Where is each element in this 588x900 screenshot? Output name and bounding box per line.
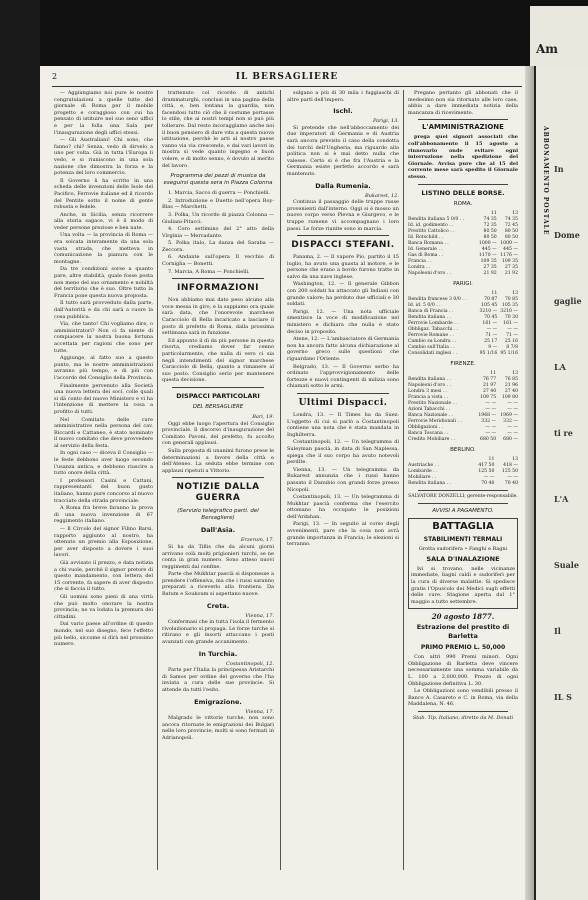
column-divider xyxy=(403,90,404,870)
estrazione-title: Estrazione del prestito di Barletta xyxy=(416,623,510,641)
fragment-text: In xyxy=(554,164,564,174)
table-row xyxy=(408,271,518,277)
quote-value: 332 — xyxy=(503,418,518,424)
quote-value: — — xyxy=(486,326,498,332)
column-divider xyxy=(157,90,158,870)
program-item: 7. Marcia, A Roma — Ponchielli. xyxy=(168,268,250,275)
column-2 xyxy=(162,90,274,870)
quote-value: 109 35 xyxy=(480,258,497,264)
scan-dark-margin xyxy=(40,0,588,66)
article-paragraph: Nel Comitato delle cure amministrative nella persona del cav. Riccardi e Cattaneo, è stato nominato il nuovo comitato che deve provvedere al servizio della festa. xyxy=(54,416,153,449)
quote-value: 25 16 xyxy=(504,338,518,344)
adjacent-page xyxy=(534,66,588,900)
primo-premio: PRIMO PREMIO L. 50,000 xyxy=(420,644,506,652)
program-item: 3. Polka, Un ricordo di piazza Colonna — Giuliani-Pitacci. xyxy=(162,211,274,225)
quote-value: 21 92 xyxy=(504,270,518,276)
security-name: Rendita francese 3 0/0 . . xyxy=(408,296,467,302)
article-paragraph: Il tutto sarà provveduto dalla parte, dall'Autorità e da chi sarà a cuore la cosa pubblica. xyxy=(54,300,153,320)
quote-value: — — xyxy=(483,474,495,480)
divider xyxy=(297,393,389,394)
quote-value: 80 50 xyxy=(504,228,518,234)
informazioni-heading: INFORMAZIONI xyxy=(177,283,259,294)
quote-value: 21 96 xyxy=(504,382,518,388)
vertical-label xyxy=(539,126,549,386)
article-paragraph: Londra, 13. — Il Times ha da Suez: L'oggetto di cui si parlò a Costantinopoli contiene una nota che è stata mandata in Inghilterra. xyxy=(287,411,399,438)
quote-value: 70 85 xyxy=(504,296,518,302)
security-name: Rendita italiana . . xyxy=(408,480,451,486)
quote-value: 1000 — xyxy=(478,240,497,246)
quote-value: 109 35 xyxy=(501,258,518,264)
dateline: Vienna, 17. xyxy=(245,708,274,715)
article-paragraph: Una volta — la provincia di Roma — era solcata interamente da una sola vasta strada, che metteva in comunicazione la pianura con le montagne. xyxy=(54,232,153,265)
security-name: Banca di Francia . . xyxy=(408,308,454,314)
article-paragraph: A Roma fra breve faranno la prova di una nuova invenzione di 67 reggimento italiano. xyxy=(54,505,153,525)
article-paragraph: Il Governo li ha scritto in una scheda delle invenzioni delle Isole del Pacifico, Ferrovie italiane ed il ricordo del Pentite sotto il nome di gente robusta e fedele. xyxy=(54,177,153,211)
quote-value: 418 — xyxy=(503,462,518,468)
quote-value: 680 50 xyxy=(480,436,497,442)
avvisi-heading: AVVISI A PAGAMENTO. xyxy=(432,508,494,515)
table-row xyxy=(408,351,518,357)
article-paragraph: Si pretende che nell'abboccamento dei due imperatori di Germania e di Austria sarà ancora previsto il caso della condotta dei turchi dell'Ungheria, ma riguardo alla politica non si è mai detto nulla che valesse. Certo si è che fra l'Austria e la Germania esiste perfetto accordo e sarà mantenuto. xyxy=(287,124,399,177)
quote-value: 125 50 xyxy=(478,468,495,474)
quote-value: 72 35 xyxy=(483,222,497,228)
firenze-table xyxy=(408,371,518,443)
ischl-heading: Ischl. xyxy=(333,107,353,116)
roma-label: ROMA. xyxy=(453,200,473,207)
article-paragraph: Atene, 12. — L'ambasciatore di Germania non ha ancora fatto alcuna dichiarazione al governo greco sulle questioni che riguardano l'Oriente. xyxy=(287,336,399,362)
column-header: 11 xyxy=(488,456,495,462)
dateline: Vienna, 17. xyxy=(245,612,274,619)
rumenia-heading: Dalla Rumenia. xyxy=(315,181,371,190)
security-name: Francia . . xyxy=(408,258,432,264)
estrazione-text-2: Le Obbligazioni sono vendibili presso il Banco A. Casareto e C. in Roma, via della Maddalena, N. 46. xyxy=(408,688,518,708)
article-paragraph: Costantinopoli, 13. — Un telegramma di Mukhtar pascià conferma che l'esercito ottomano ha occupato le posizioni dell'Ardahan. xyxy=(287,494,399,520)
security-name: Prestito Nazionale . . xyxy=(408,400,457,406)
grotta-line: Grotta sudorifera • Fanghi e Bagni xyxy=(418,546,508,553)
fragment-text: LA xyxy=(554,362,566,372)
asia-heading: Dall'Asia. xyxy=(200,526,236,535)
article-paragraph: In ogni caso — diceva il Consiglio — le feste debbono aver luogo secondo l'usanza antica, e debbono riuscire a tutto onore della città. xyxy=(54,450,153,477)
article-paragraph: trattenuto col ricordo di antichi drammaturghi, conclusi in una pagina della città, e, ben lontana la guardia, non facendosi tutto ciò che il costume portasse lo stile, che ai nostri tempi non si può più tollerare. Dal resto incoraggiamo anche noi il buon pensiero di dare vita a questa nuova istituzione, perchè le arti al nostro paese vanno via via crescendo, e dai vari lavori in mostra si vede quanto ingegno e buon volere, e di molto senno, è dovuto al merito del lavoro. xyxy=(162,90,274,169)
article-paragraph: — Il Circolo del signor Filino Barsi, rapporto aggiunto al nostro, ha ottenuto un premio alla Esposizione, per aver disposto a dovere i suoi lavori. xyxy=(54,526,153,559)
quote-value: 95 1/16 xyxy=(479,350,498,356)
security-name: Cambio sull'Italia . . xyxy=(408,344,455,350)
dateline: Erzerum, 17. xyxy=(240,537,274,544)
quote-value: 21 92 xyxy=(483,270,497,276)
battaglia-text: Ivi si trovano, nelle vicinanze immediate, bagni caldi e sudoriferi per la cura di diverse malattie. Si spedisce gratis l'Opuscolo dei Medici sugli effetti delle cure. Stagione aperta dal 1° maggio a tutto settembre. xyxy=(411,565,515,605)
fragment-text: gaglie xyxy=(554,296,582,306)
article-paragraph: Malgrado le vittorie turche, non sono ancora ritornate le emigrazioni dei Bulgari nelle loro provincie; molti si sono fermati in Adrianopoli. xyxy=(162,715,274,741)
fragment-text: ti re xyxy=(554,428,573,438)
quote-value: 80 50 xyxy=(504,234,518,240)
program-item: 2. Introduzione e Duetto nell'opera Roy-Blas — Marchetti. xyxy=(162,197,274,211)
fragment-text: Il xyxy=(554,626,561,636)
security-name: Mobiliare . . xyxy=(408,474,437,480)
divider xyxy=(418,503,508,504)
quote-value: 8 7/8 xyxy=(506,344,518,350)
quote-value: — — xyxy=(507,430,518,436)
amministrazione-text: prega quei signori associati che coll'abbonamento il 15 agosto a rinnovarlo onde evitare ogni interruzione nella spedizione del Giornale. Avvisa pure che al 15 del corrente mese sarà spedito il Giornale stesso. xyxy=(408,134,518,180)
quote-value: 1969 — xyxy=(500,412,518,418)
security-name: Rendita italiana . . xyxy=(408,376,451,382)
column-header: 13 xyxy=(512,456,518,462)
divider xyxy=(418,490,508,491)
quote-value: 70 40 xyxy=(504,480,518,486)
quote-value: 80 50 xyxy=(483,234,497,240)
dateline: Costantinopoli, 12. xyxy=(226,660,274,667)
berlino-label: BERLINO. xyxy=(450,446,476,453)
quote-value: 95 1/16 xyxy=(500,350,518,356)
column-header: 13 xyxy=(512,210,518,216)
dateline: Parigi, 13. xyxy=(372,118,399,125)
roma-table xyxy=(408,211,518,277)
quote-value: 109 80 xyxy=(501,394,518,400)
battaglia-advertisement xyxy=(408,518,518,609)
fragment-text: Suale xyxy=(554,560,579,570)
article-paragraph: Via, che tanto! Chi vogliamo dire, o amministratori? Non ci fa niente di compiacere la nostra buona fortuna accettata per ragioni che sono per tutte. xyxy=(54,321,153,354)
quote-value: 74 35 xyxy=(504,216,518,222)
program-item: 1. Marcia, Sacco di guerra — Ponchielli. xyxy=(168,190,271,197)
quote-value: — — xyxy=(485,406,497,412)
page-number: 2 xyxy=(52,72,58,81)
quote-value: 27 40 xyxy=(504,388,518,394)
quote-value: 1176 — xyxy=(500,252,518,258)
adjacent-page-fragments xyxy=(554,76,588,700)
quote-value: — — xyxy=(507,400,518,406)
right-page-top-strip xyxy=(530,6,588,66)
gerente-line: SALVATORE DONZELLI, gerente-responsabile. xyxy=(408,493,518,499)
newspaper-title: IL BERSAGLIERE xyxy=(235,72,339,82)
quote-value: 125 50 xyxy=(501,468,518,474)
divider xyxy=(172,278,264,279)
quote-value: 76 85 xyxy=(504,376,518,382)
security-name: Austriache . . xyxy=(408,462,439,468)
estrazione-text: Con altri 990 Premi minori. Ogni Obbligazione di Barletta deve vincere necessariamente una somma variabile da L. 100 a 2,000,000. Prezzo di ogni Obbligazione definitiva L. 30. xyxy=(408,654,518,687)
quote-value: 445 — xyxy=(503,246,518,252)
battaglia-title: BATTAGLIA xyxy=(432,521,494,533)
quote-value: 70 45 xyxy=(484,314,498,320)
article-paragraph: — Aggiungiamo noi pure le nostre congratulazioni a quelle tutte del giornale di Roma per il mobile progetto e coraggioso con cui ha pensato di istituire nel suo seno uffici e per la folla una Sala per l'inaugurazione degli uffici stessi. xyxy=(54,90,153,136)
article-paragraph: sulgano a più di 30 mila i fuggiaschi di altre parti dell'impero. xyxy=(287,90,399,103)
quote-value: 1968 — xyxy=(478,412,497,418)
article-paragraph: Confermasi che in tutta l'isola il fermento rivoluzionario si propaga. Le forze turche si ritirano e gli insorti attaccano i posti avanzati con grande accanimento. xyxy=(162,619,274,646)
estrazione-date: 20 agosto 1877. xyxy=(431,612,495,622)
article-paragraph: Dal vario paese all'ordine di questo mondo, nel suo disegno, fece l'effetto più bello, siccome si dirà nel prossimo numero. xyxy=(54,621,153,648)
quote-value: 3210 — xyxy=(479,308,498,314)
security-name: Banca Romana . . xyxy=(408,240,449,246)
creta-heading: Creta. xyxy=(206,601,230,610)
quote-value: — — xyxy=(507,406,518,412)
security-name: Id. id. 5 0/0 . . xyxy=(408,302,441,308)
divider xyxy=(418,184,508,185)
quote-value: 1000 — xyxy=(500,240,518,246)
quote-value: 76 77 xyxy=(482,376,497,382)
article-paragraph: Non abbiamo mai dato peso alcuno alla voce messa in giro, e la sappiamo ora quale sarà data, che l'onorevole marchese Caracciolo di Bella incaricato a lasciare il posto di prefetto di Roma, dalla prossima settimana sarà in funzione. xyxy=(162,297,274,337)
quote-value: 21 97 xyxy=(482,382,497,388)
security-name: Banca Nazionale . . xyxy=(408,412,453,418)
security-name: Napoleoni d'oro . . xyxy=(408,270,452,276)
quote-value: 27 35 xyxy=(483,264,497,270)
security-name: Napoleoni d'oro . . xyxy=(408,382,452,388)
amministrazione-heading: L'AMMINISTRAZIONE xyxy=(422,123,504,132)
quote-value: 25 17 xyxy=(484,338,498,344)
security-name: Prestito Cattolico . . xyxy=(408,228,455,234)
column-header: 13 xyxy=(512,370,518,376)
quote-value: — — xyxy=(485,430,497,436)
quote-value: 332 — xyxy=(481,418,497,424)
column-3 xyxy=(287,90,399,870)
security-name: Francia a vista . . xyxy=(408,394,449,400)
quote-value: 161 — xyxy=(503,320,518,326)
quote-value: 27 35 xyxy=(504,264,518,270)
notice-text: Pregano pertanto gli abbonati che il medesimo non sia ritornato alle loro case, abbia a dare immediata notizia della mancanza di ricevimento. xyxy=(408,90,518,116)
quote-value: 80 50 xyxy=(483,228,497,234)
article-paragraph: Washington, 12. — Il generale Gibbon con 200 soldati ha attaccato gli Indiani con grande valore; ha perduto due ufficiali e 30 soldati. xyxy=(287,281,399,308)
article-paragraph: Parigi, 13. — In seguito al corso degli avvenimenti, pare che la cosa non avrà grande importanza in Francia; le elezioni si terranno. xyxy=(287,521,399,548)
divider xyxy=(418,711,508,712)
article-paragraph: Aggiunge, al fatto suo a questo punto, ma le nostre amministrazioni avranno più tempo, e di più con l'accordo del Consiglio della Provincia. xyxy=(54,355,153,381)
quote-value: 70 40 xyxy=(481,480,495,486)
quote-value: 9 — xyxy=(488,344,498,350)
security-name: Id. Rotschild . . xyxy=(408,234,444,240)
fragment-text: L'A xyxy=(554,494,569,504)
quote-value: 71 — xyxy=(485,332,498,338)
fragment-text: IL S xyxy=(554,692,572,702)
article-paragraph: Gli uomini sono pieni di una virtù che può molto onorare la nostra provincia; ne va lodata la premura dei cittadini. xyxy=(54,593,153,620)
divider xyxy=(172,387,264,388)
turchia-heading: In Turchia. xyxy=(198,649,238,658)
quote-value: 72 45 xyxy=(504,222,518,228)
notizie-subtitle: (Servizio telegrafico parti. del Bersagliere) xyxy=(177,508,259,522)
dispacci-particolari-heading: DISPACCI PARTICOLARI xyxy=(176,391,260,400)
article-paragraph: Ed appunto il dì da più persone in questa risorta, crediamo dover far cenno particolarmente, che nulla di vero ci sia negli intendimenti del signor marchese Caracciolo di Bella, quanto a rimanere al suo posto. Consiglio serio per mantenere questa decisione. xyxy=(162,337,274,384)
security-name: Rendita italiana . . xyxy=(408,314,451,320)
article-paragraph: Continua il passaggio delle truppe russe provenienti dall'interno. Oggi si è mosso un nuovo corpo verso Plevna e Giurgevo, e le truppe rumene vi accompagnano i loro passi. Le forze riunite sono in marcia. xyxy=(287,199,399,232)
quote-value: — — xyxy=(485,400,497,406)
security-name: Lombarde . . xyxy=(408,468,438,474)
column-header: 11 xyxy=(490,370,497,376)
article-paragraph: Anche, in Sicilia, senza ricorrere alla storia sagace, vi è il modo di veder persone preziose e ben nate. xyxy=(54,211,153,231)
quote-value: 417 50 xyxy=(478,462,495,468)
quote-value: 71 — xyxy=(506,332,518,338)
security-name: Londra . . xyxy=(408,264,431,270)
security-name: Credito Mobiliare . . xyxy=(408,436,456,442)
column-header: 11 xyxy=(490,210,497,216)
article-paragraph: Sulla proposta di unanimi furono prese le determinazioni a favore della città e dell'Ateneo. La seduta ebbe termine con applausi ripetuti a Vittorio. xyxy=(162,447,274,474)
quote-value: 680 — xyxy=(503,436,518,442)
security-name: Ferrovie Lombarde . . xyxy=(408,320,459,326)
article-paragraph: Parte che Mukhtar pascià si disponesse a prendere l'offensiva, ma che i russi saranno preparati a riceverlo alla frontiera. Da Batum e Soukoum si aspettano nuove. xyxy=(162,571,274,598)
divider xyxy=(297,235,389,236)
fragment-text: Dome xyxy=(554,230,580,240)
tipografia-line: Stab. Tip. Italiano, diretto da M. Donati xyxy=(412,715,514,722)
security-name: Ferrovie Meridionali . . xyxy=(408,418,462,424)
security-name: Londra 3 mesi . . xyxy=(408,388,448,394)
article-paragraph: Già avvisato il prezzo, e data notizia a chi vuole, perchè il signor pretore di questo mandamento, con lettera del 15 corrente, fa sapere di aver disposto che si faccia il tutto. xyxy=(54,559,153,593)
quote-value: 27 40 xyxy=(482,388,497,394)
table-row xyxy=(408,481,518,487)
quote-value: 3210 — xyxy=(500,308,518,314)
emigrazione-heading: Emigrazione. xyxy=(194,697,242,706)
security-name: Obbligazioni . . xyxy=(408,424,444,430)
parigi-label: PARIGI. xyxy=(453,280,473,287)
dispacci-subtitle: DEL BERSAGLIERE xyxy=(192,403,244,410)
article-paragraph: Finalmente pervenuto alla Società una nuova lettera dei soci, colle quali si dà conto del nuovo Ministero e vi ha l'intenzione di mettere la cosa a profitto di tutti. xyxy=(54,382,153,415)
security-name: Ferrovie Romane . . xyxy=(408,332,454,338)
page-header xyxy=(52,72,522,87)
article-paragraph: Parigi, 12. — Una nota ufficiale smentisce la voce di modificazione nel ministero e dichiara che nulla è stato deciso in proposito. xyxy=(287,308,399,335)
security-name: Cambio su Londra . . xyxy=(408,338,457,344)
article-paragraph: Si ha da Tiflis che da alcuni giorni arrivano colà molti prigionieri turchi, se ne conta in gran numero. Sono atteso nuovi reggimenti dal confine. xyxy=(162,543,274,570)
stabilimenti-title: STABILIMENTI TERMALI xyxy=(423,536,503,544)
dateline: Bari, 19. xyxy=(252,413,274,420)
listino-borse-heading: LISTINO DELLE BORSE. xyxy=(421,188,505,197)
column-divider xyxy=(280,90,281,870)
quote-value: — — xyxy=(485,424,497,430)
quote-value: 109 75 xyxy=(480,394,497,400)
security-name: Rendita italiana 5 0/0 . . xyxy=(408,216,465,222)
security-name: Gas di Roma . . xyxy=(408,252,444,258)
article-paragraph: Da tre condizioni sorse a quanto pare, altre stabilità, quale fosse posta non meno del suo ornamento e nobiltà del territorio che è suo. Oltre tutto la Francia pone questa nuova proposta. xyxy=(54,266,153,299)
abbonamento-postale-text: ABBONAMENTO POSTALE xyxy=(542,126,549,236)
firenze-label: FIRENZE. xyxy=(450,360,476,367)
quote-value: 70 87 xyxy=(484,296,498,302)
article-paragraph: Parte per l'Italia la principessa Aristarchi di Samos per ordine del governo che l'ha inviata a cura delle sue provincie. Si attende da tutti l'esito. xyxy=(162,667,274,693)
sala-title: SALA D'INALAZIONE xyxy=(426,554,500,563)
security-name: Obbligaz. Tabacchi . . xyxy=(408,326,459,332)
security-name: Azioni Tabacchi . . xyxy=(408,406,451,412)
ultimi-dispacci-heading: Ultimi Dispacci. xyxy=(298,397,388,408)
quote-value: — — xyxy=(507,424,518,430)
music-program-title: Programma dei pezzi di musica da eseguirsi questa sera in Piazza Colonna xyxy=(163,173,273,187)
berlino-table xyxy=(408,457,518,487)
quote-value: 1170 — xyxy=(478,252,497,258)
quote-value: 105 35 xyxy=(501,302,518,308)
page-fold-shadow xyxy=(525,66,534,900)
quote-value: 74 35 xyxy=(483,216,497,222)
program-item: 5. Polka italo, La danza del Saraba — Zeccora. xyxy=(162,240,274,253)
article-paragraph: Vienna, 13. — Un telegramma da Bukarest annunzia che i russi hanno passato il Danubio con grandi forze presso Nicopoli. xyxy=(287,466,399,493)
column-header: 13 xyxy=(512,290,518,296)
table-row xyxy=(408,437,518,443)
article-paragraph: I professori Casini e Cattani, rappresentanti del buon gusto italiano, hanno pure concorso al nuovo tracciato della strada provinciale. xyxy=(54,477,153,504)
parigi-table xyxy=(408,291,518,357)
article-paragraph: — Gli Australiani! Chi sono, che fanno? chi? Senza, vedo di dirvelo a uno per volta. Già in tutta l'Europa li vedo, e si riuniscono in una sola nazione che dimostra la forza e la potenza del loro commercio. xyxy=(54,137,153,177)
divider xyxy=(172,477,264,478)
right-page-corner-text: Am xyxy=(536,42,559,56)
quote-value: 70 30 xyxy=(504,314,518,320)
dispacci-stefani-heading: DISPACCI STEFANI. xyxy=(291,240,395,251)
article-paragraph: Costantinopoli, 12. — Un telegramma di Suleyman pascià, in data di San Naplessa, spiega che il suo corpo ha avuto notevoli perdite. xyxy=(287,439,399,466)
article-paragraph: Oggi ebbe luogo l'apertura del Consiglio provinciale. Il discorso d'inaugurazione del Comitato Pavoni, del prefetto, fu accolto con generali applausi. xyxy=(162,420,274,447)
security-name: Consolidati inglesi . . xyxy=(408,350,457,356)
quote-value: — — xyxy=(507,474,518,480)
program-item: 4. Coro settimino del 2° atto della Virginia — Mercadante. xyxy=(162,226,274,239)
security-name: Id. Generale . . xyxy=(408,246,443,252)
divider xyxy=(418,119,508,120)
notizie-guerra-heading: NOTIZIE DALLA GUERRA xyxy=(176,482,260,504)
security-name: Id. id. godimento . . xyxy=(408,222,454,228)
program-item: 6. Andante sull'opera Il vecchio di Corniglia — Bonetti. xyxy=(162,254,274,268)
column-4 xyxy=(408,90,518,870)
quote-value: 445 — xyxy=(481,246,497,252)
quote-value: — — xyxy=(507,326,518,332)
article-paragraph: Panama, 2. — Il vapore Pio, partito il 15 luglio, ha avuto una guasta al motore, e le persone che erano a bordo furono tratte in salvo da una nave inglese. xyxy=(287,254,399,280)
column-1 xyxy=(54,90,153,870)
quote-value: 105 45 xyxy=(481,302,498,308)
article-paragraph: Belgrado, 13. — Il Governo serbo ha ordinato l'approvvigionamento delle fortezze e nuovi contingenti di milizia sono chiamati sotto le armi. xyxy=(287,363,399,390)
dateline: Bukarest, 12. xyxy=(365,192,399,199)
column-header: 11 xyxy=(491,290,498,296)
quote-value: 161 — xyxy=(482,320,498,326)
security-name: Banca Toscana . . xyxy=(408,430,449,436)
